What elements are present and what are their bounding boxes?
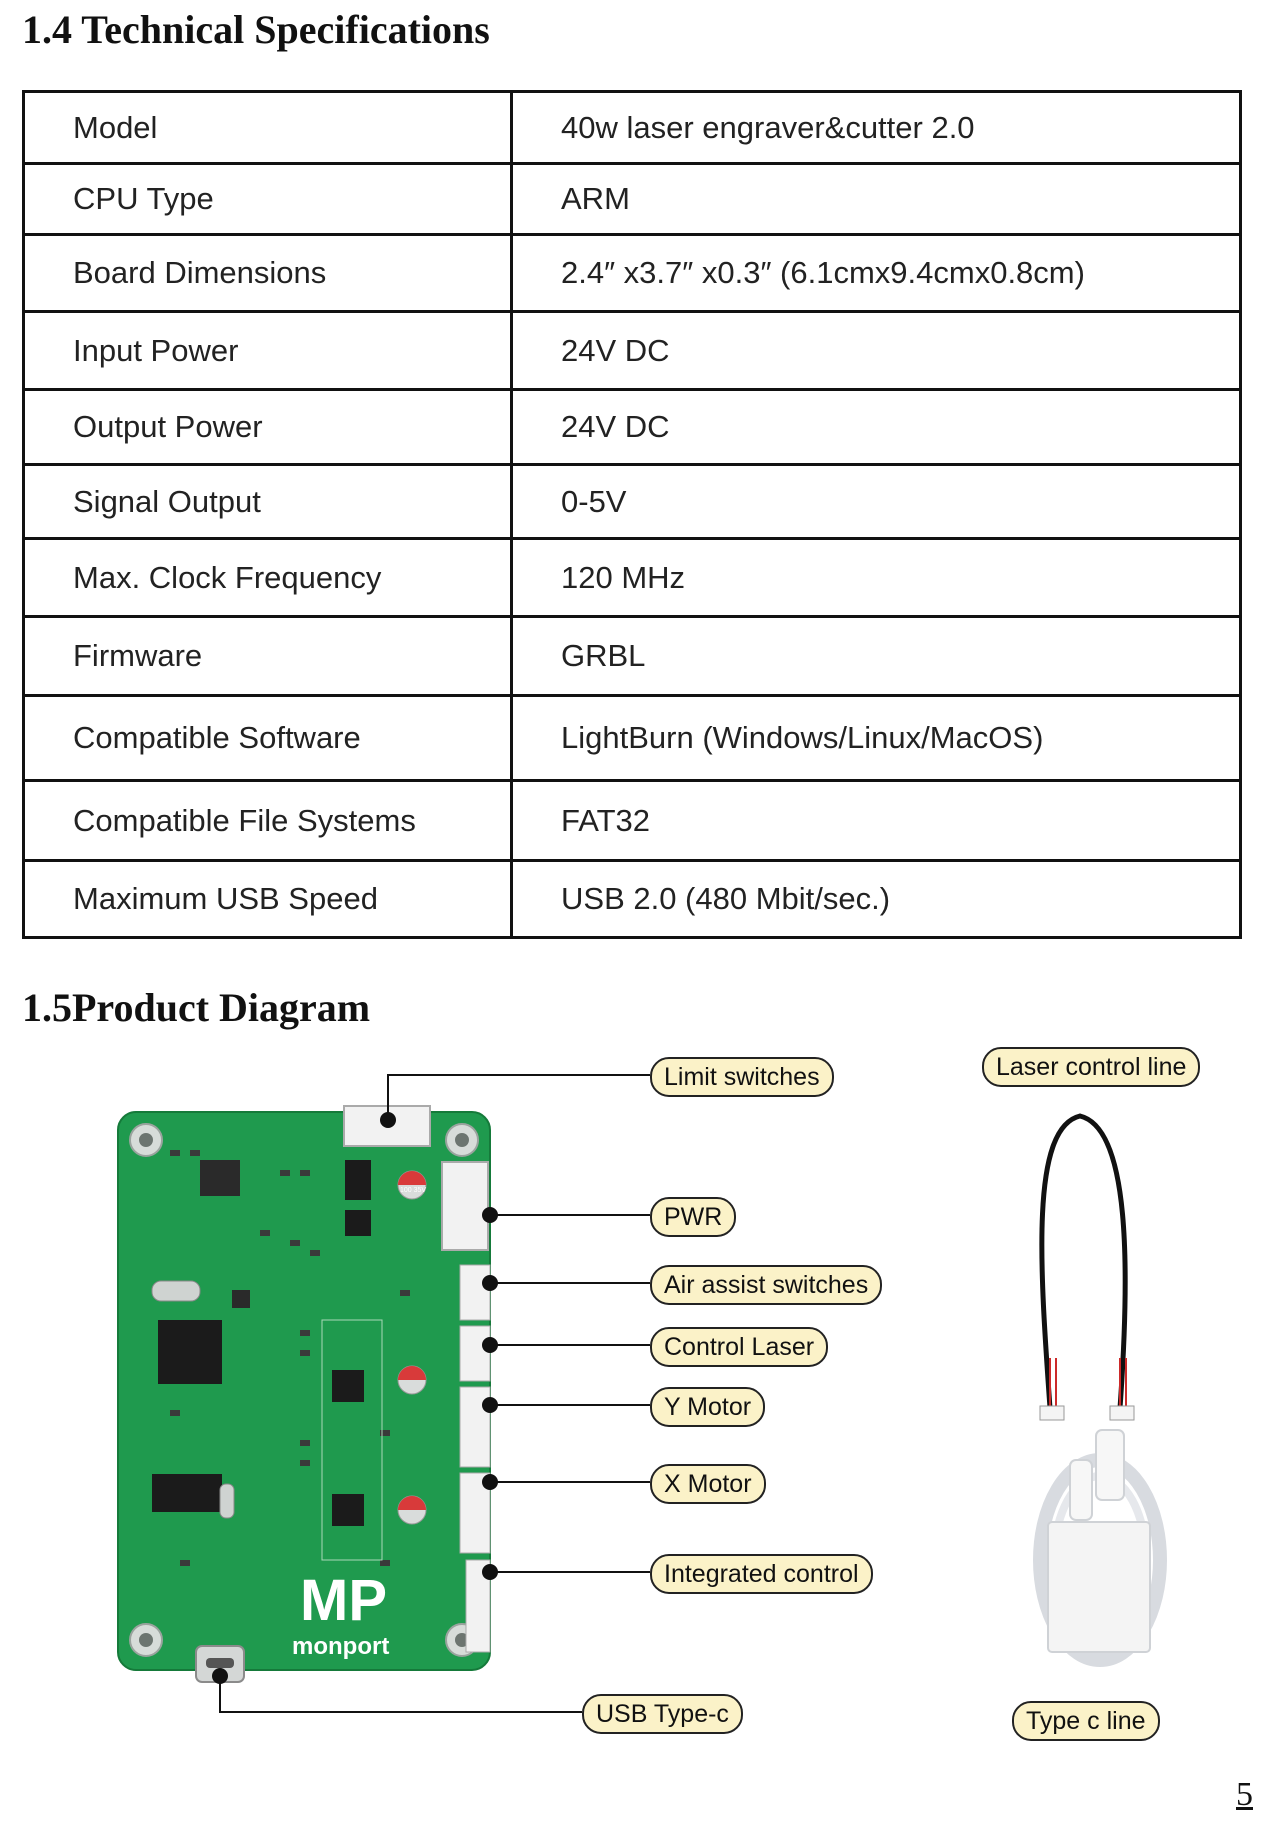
capacitor-marking: 100 35V: [400, 1187, 427, 1194]
pointer-dot: [482, 1474, 498, 1490]
spec-key: Input Power: [24, 312, 512, 390]
spec-key: Model: [24, 92, 512, 164]
spec-key: Signal Output: [24, 465, 512, 539]
spec-value: GRBL: [512, 617, 1241, 696]
page-number: 5: [1236, 1776, 1253, 1813]
spec-key: Max. Clock Frequency: [24, 539, 512, 617]
spec-key: Firmware: [24, 617, 512, 696]
pointer-dot: [482, 1275, 498, 1291]
pointer-dot: [212, 1668, 228, 1684]
label-y-motor: Y Motor: [650, 1387, 765, 1427]
board-logo-mark: MP: [300, 1568, 387, 1633]
spec-key: Compatible File Systems: [24, 781, 512, 861]
spec-value: LightBurn (Windows/Linux/MacOS): [512, 696, 1241, 781]
spec-value: 0-5V: [512, 465, 1241, 539]
spec-key: Maximum USB Speed: [24, 861, 512, 938]
spec-value: USB 2.0 (480 Mbit/sec.): [512, 861, 1241, 938]
board-logo-brand: monport: [292, 1633, 390, 1660]
spec-value: 2.4″ x3.7″ x0.3″ (6.1cmx9.4cmx0.8cm): [512, 235, 1241, 312]
label-air-assist: Air assist switches: [650, 1265, 882, 1305]
section-title-specs: 1.4 Technical Specifications: [22, 7, 490, 52]
label-limit-switches: Limit switches: [650, 1057, 834, 1097]
label-x-motor: X Motor: [650, 1464, 766, 1504]
label-usb-type-c: USB Type-c: [582, 1694, 743, 1734]
spec-value: 24V DC: [512, 390, 1241, 465]
spec-value: FAT32: [512, 781, 1241, 861]
label-pwr: PWR: [650, 1197, 736, 1237]
section-title-diagram: 1.5Product Diagram: [22, 985, 371, 1030]
label-laser-control-line: Laser control line: [982, 1047, 1200, 1087]
pointer-dot: [482, 1397, 498, 1413]
label-control-laser: Control Laser: [650, 1327, 828, 1367]
pointer-dot: [482, 1337, 498, 1353]
pointer-dot: [380, 1112, 396, 1128]
spec-key: Compatible Software: [24, 696, 512, 781]
spec-value: 40w laser engraver&cutter 2.0: [512, 92, 1241, 164]
spec-key: CPU Type: [24, 164, 512, 235]
pointer-dot: [482, 1564, 498, 1580]
pointer-dot: [482, 1207, 498, 1223]
label-type-c-line: Type c line: [1012, 1701, 1160, 1741]
spec-value: ARM: [512, 164, 1241, 235]
label-integrated-control: Integrated control: [650, 1554, 873, 1594]
spec-value: 120 MHz: [512, 539, 1241, 617]
spec-key: Output Power: [24, 390, 512, 465]
spec-key: Board Dimensions: [24, 235, 512, 312]
spec-value: 24V DC: [512, 312, 1241, 390]
